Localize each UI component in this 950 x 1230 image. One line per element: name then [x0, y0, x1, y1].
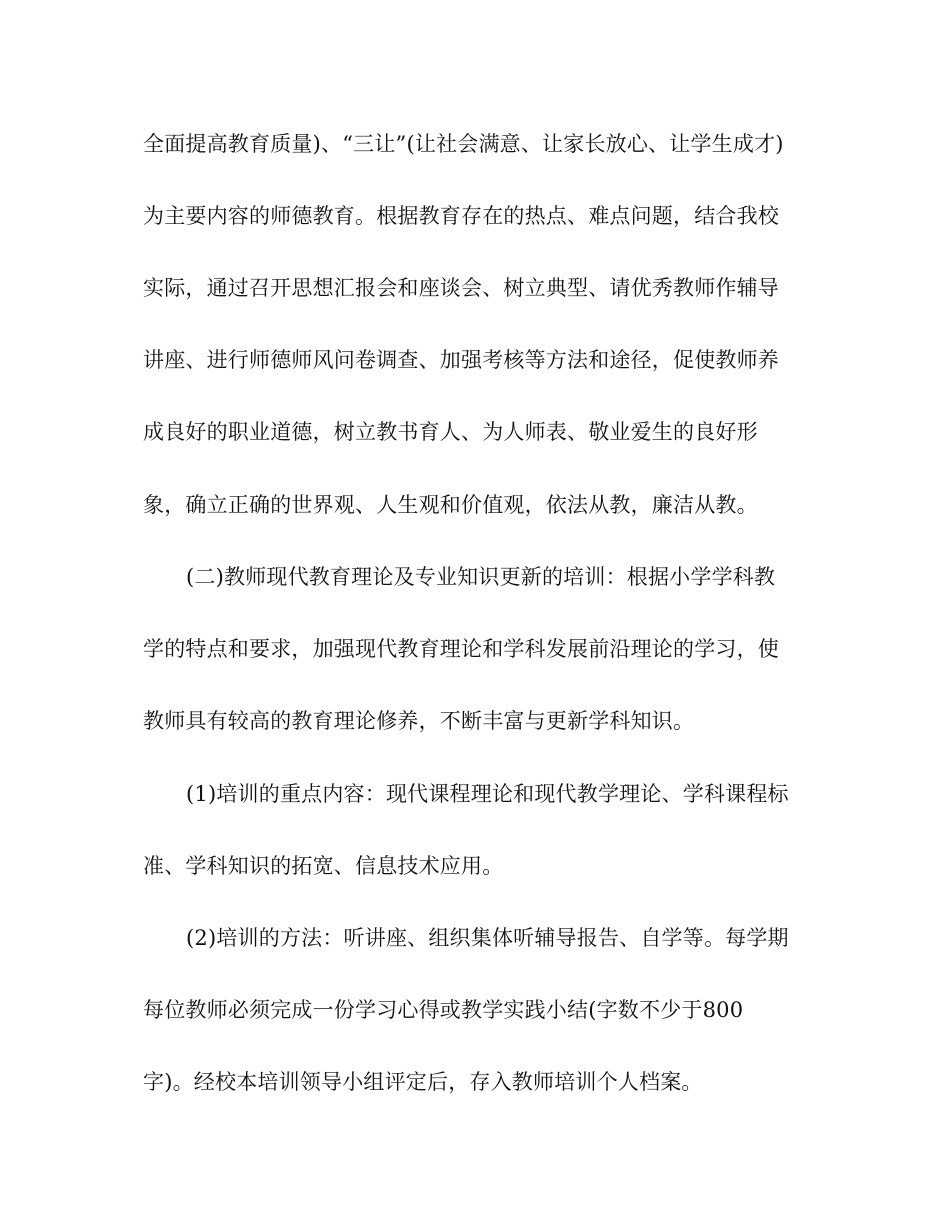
- text-line: 实际，通过召开思想汇报会和座谈会、树立典型、请优秀教师作辅导: [143, 276, 779, 300]
- text-line: 每位教师必须完成一份学习心得或教学实践小结(字数不少于800: [143, 998, 744, 1022]
- text-line: 为主要内容的师德教育。根据教育存在的热点、难点问题，结合我校: [143, 204, 779, 228]
- text-line: 准、学科知识的拓宽、信息技术应用。: [143, 854, 504, 878]
- list-item-line: (2)培训的方法：听讲座、组织集体听辅导报告、自学等。每学期: [186, 926, 789, 950]
- text-line: 字)。经校本培训领导小组评定后，存入教师培训个人档案。: [143, 1070, 703, 1094]
- text-line: 全面提高教育质量)、“三让”(让社会满意、让家长放心、让学生成才): [143, 132, 784, 156]
- list-item-line: (1)培训的重点内容：现代课程理论和现代教学理论、学科课程标: [186, 782, 789, 806]
- text-line: 学的特点和要求，加强现代教育理论和学科发展前沿理论的学习，使: [143, 637, 779, 661]
- text-line: 教师具有较高的教育理论修养，不断丰富与更新学科知识。: [143, 709, 695, 733]
- text-line: 象，确立正确的世界观、人生观和价值观，依法从教，廉洁从教。: [143, 493, 758, 517]
- text-line: 成良好的职业道德，树立教书育人、为人师表、敬业爱生的良好形: [143, 420, 758, 444]
- text-line: 讲座、进行师德师风问卷调查、加强考核等方法和途径，促使教师养: [143, 348, 779, 372]
- section-heading-line: (二)教师现代教育理论及专业知识更新的培训：根据小学学科教: [186, 565, 776, 589]
